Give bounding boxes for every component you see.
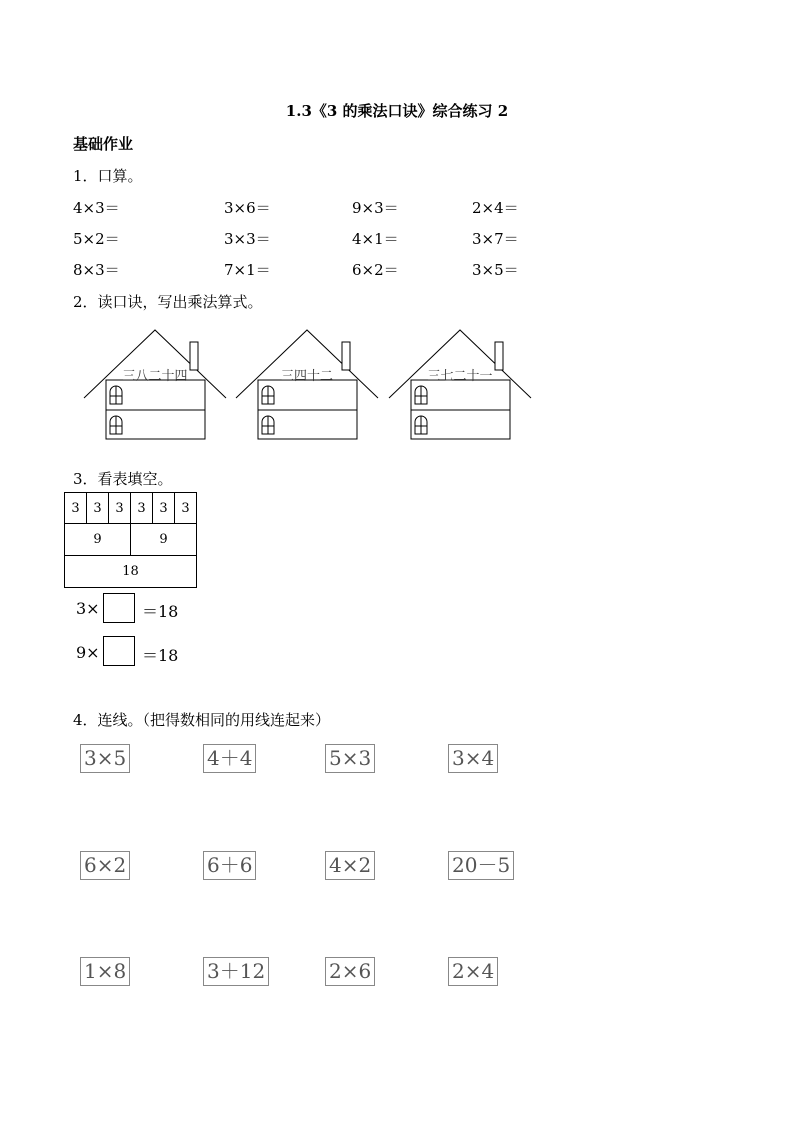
house-3-verse: 三七二十一 [427, 369, 493, 384]
math-item: 5×2＝ [73, 230, 120, 248]
match-item[interactable]: 4＋4 [203, 744, 256, 773]
match-item[interactable]: 6×2 [80, 851, 130, 880]
math-item: 3×3＝ [224, 230, 271, 248]
equation-2-right: ＝18 [142, 646, 179, 665]
math-item: 2×4＝ [472, 199, 519, 217]
math-item: 4×1＝ [352, 230, 399, 248]
equation-1-right: ＝18 [142, 602, 179, 621]
equation-1-left: 3× [76, 599, 100, 618]
match-item[interactable]: 1×8 [80, 957, 130, 986]
equation-2-left: 9× [76, 643, 100, 662]
houses-illustration [0, 0, 794, 460]
math-item: 3×5＝ [472, 261, 519, 279]
question-1-label: 1．口算。 [73, 167, 143, 185]
house-2 [236, 330, 378, 439]
match-item[interactable]: 3×5 [80, 744, 130, 773]
table-cell: 9 [131, 524, 197, 556]
section-heading: 基础作业 [73, 135, 134, 153]
question-3-label: 3．看表填空。 [73, 470, 173, 488]
match-item[interactable]: 4×2 [325, 851, 375, 880]
page-title: 1.3《3 的乘法口诀》综合练习 2 [285, 102, 509, 120]
table-cell: 3 [65, 493, 87, 524]
house-1 [84, 330, 226, 439]
answer-box-1[interactable] [103, 593, 135, 623]
table-cell: 3 [109, 493, 131, 524]
match-item[interactable]: 3＋12 [203, 957, 269, 986]
match-item[interactable]: 2×4 [448, 957, 498, 986]
question-2-label: 2．读口诀，写出乘法算式。 [73, 293, 263, 311]
match-item[interactable]: 3×4 [448, 744, 498, 773]
math-item: 7×1＝ [224, 261, 271, 279]
math-item: 6×2＝ [352, 261, 399, 279]
table-cell: 9 [65, 524, 131, 556]
match-item[interactable]: 5×3 [325, 744, 375, 773]
answer-box-2[interactable] [103, 636, 135, 666]
question-4-label: 4．连线。（把得数相同的用线连起来） [73, 711, 331, 729]
house-3 [389, 330, 531, 439]
house-1-verse: 三八二十四 [122, 369, 188, 384]
table-cell: 3 [131, 493, 153, 524]
math-item: 3×6＝ [224, 199, 271, 217]
table-cell: 3 [175, 493, 197, 524]
math-item: 3×7＝ [472, 230, 519, 248]
fill-table [64, 492, 197, 588]
match-item[interactable]: 2×6 [325, 957, 375, 986]
table-cell: 3 [153, 493, 175, 524]
match-item[interactable]: 6＋6 [203, 851, 256, 880]
math-item: 4×3＝ [73, 199, 120, 217]
house-2-verse: 三四十二 [280, 369, 333, 384]
math-item: 8×3＝ [73, 261, 120, 279]
math-item: 9×3＝ [352, 199, 399, 217]
match-item[interactable]: 20－5 [448, 851, 514, 880]
table-cell: 18 [65, 556, 197, 588]
table-cell: 3 [87, 493, 109, 524]
